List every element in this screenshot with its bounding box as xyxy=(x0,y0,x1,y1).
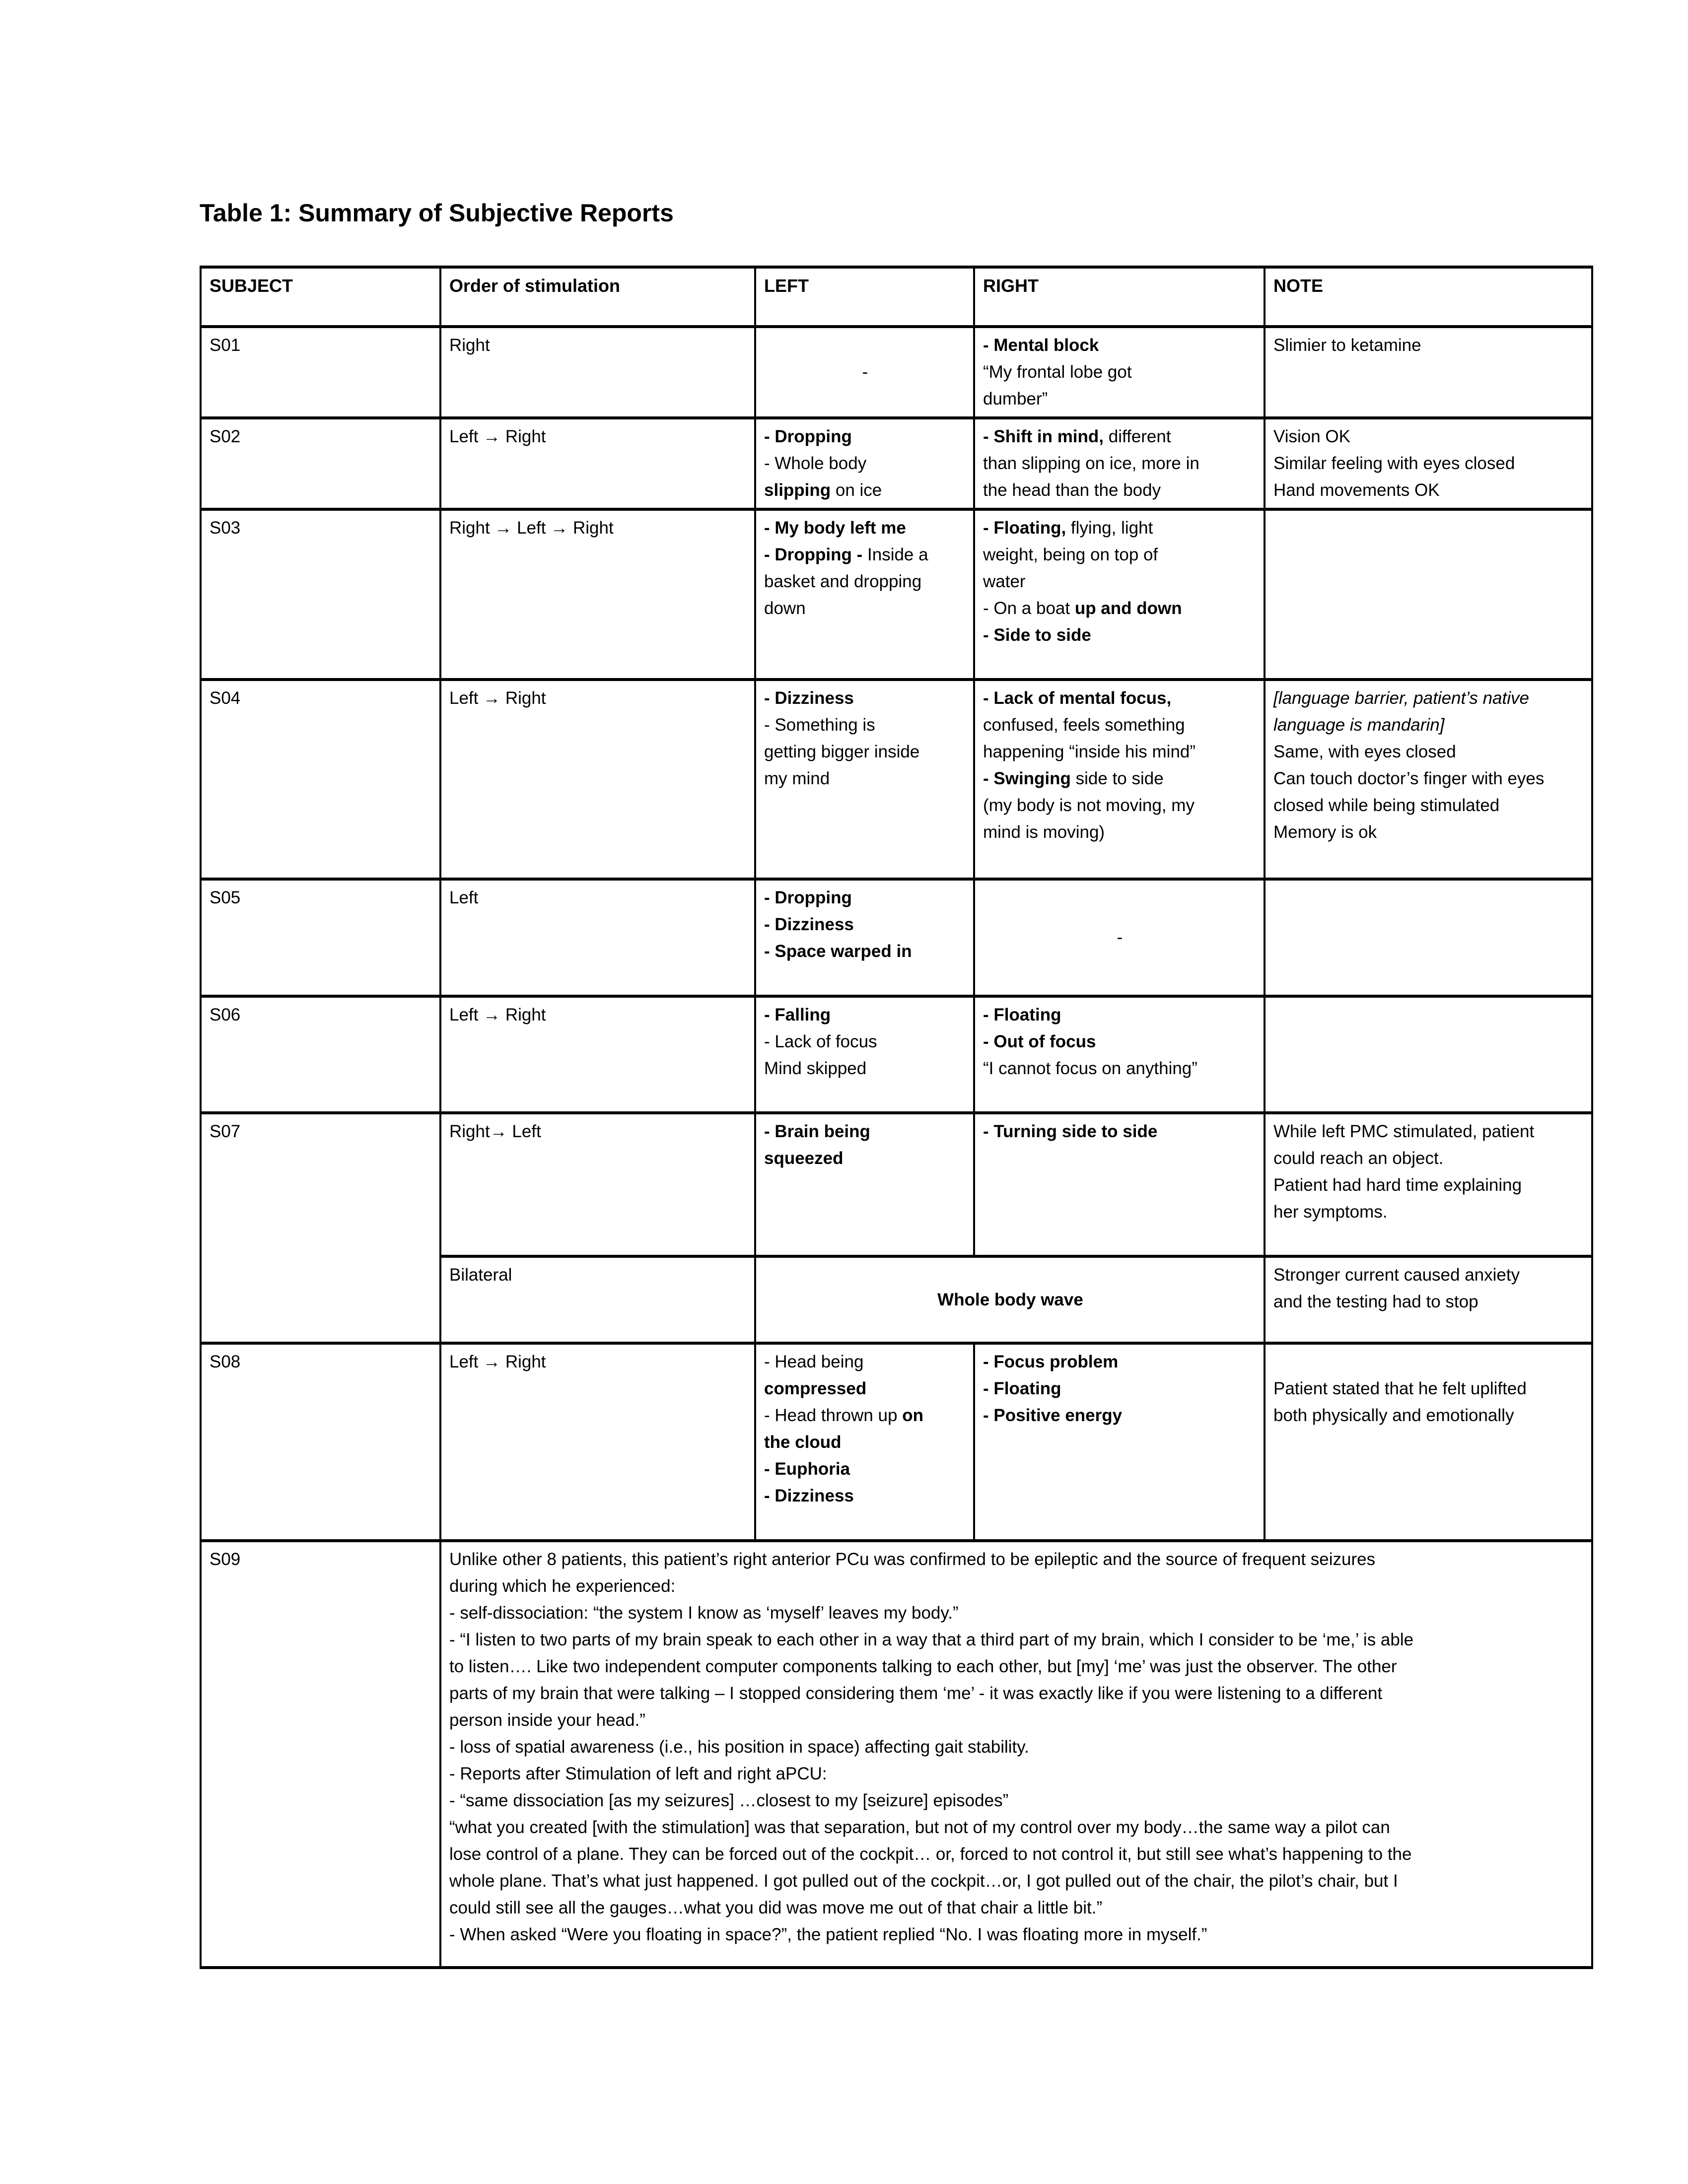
text-run: the head than the body xyxy=(983,480,1161,500)
text-run: S07 xyxy=(210,1122,241,1141)
cell-S06-note xyxy=(1265,996,1592,1113)
text-run: - Swinging xyxy=(983,769,1071,788)
table-row-S04 xyxy=(201,680,1592,879)
text-line xyxy=(449,1814,1584,1841)
cell-S04-note xyxy=(1265,680,1592,879)
cell-S03-left xyxy=(755,509,974,680)
text-run: - self-dissociation: “the system I know as ‘myself’ leaves my body.” xyxy=(449,1603,959,1623)
text-run: flying, light xyxy=(1066,518,1153,538)
text-run: Left → Right xyxy=(449,1005,546,1024)
table-row-S01 xyxy=(201,327,1592,418)
text-run: Can touch doctor’s finger with eyes xyxy=(1273,769,1545,788)
text-line xyxy=(764,885,966,911)
text-run: - When asked “Were you floating in space?”, the patient replied “No. I was floating more in myself.” xyxy=(449,1925,1207,1944)
text-run: - Mental block xyxy=(983,336,1099,355)
text-line xyxy=(764,739,966,765)
text-line xyxy=(764,1118,966,1145)
text-run: getting bigger inside xyxy=(764,742,920,761)
text-line xyxy=(983,1002,1257,1028)
text-line xyxy=(449,1761,1584,1787)
cell-S05-order xyxy=(440,879,755,996)
text-run: - Turning side to side xyxy=(983,1122,1158,1141)
text-run: on xyxy=(902,1406,923,1425)
column-header-note: NOTE xyxy=(1265,267,1592,327)
cell-S05-left xyxy=(755,879,974,996)
text-run: S05 xyxy=(210,888,241,907)
text-run: S06 xyxy=(210,1005,241,1024)
column-header-right: RIGHT xyxy=(974,267,1265,327)
text-run: - Head being xyxy=(764,1352,864,1371)
text-run: (my body is not moving, my xyxy=(983,796,1195,815)
text-line xyxy=(210,515,432,542)
table-row-S02 xyxy=(201,418,1592,509)
cell-S04-left xyxy=(755,680,974,879)
text-run: compressed xyxy=(764,1379,867,1398)
text-line xyxy=(449,1734,1584,1761)
column-header-left: LEFT xyxy=(755,267,974,327)
text-run: - Out of focus xyxy=(983,1032,1096,1051)
text-run: [language barrier, patient’s native xyxy=(1273,688,1529,708)
text-line xyxy=(210,1118,432,1145)
text-line xyxy=(764,765,966,792)
text-line xyxy=(210,1002,432,1028)
cell-S02-left xyxy=(755,418,974,509)
text-run: dumber” xyxy=(983,389,1048,409)
text-run: different xyxy=(1104,427,1171,446)
text-run: - Reports after Stimulation of left and right aPCU: xyxy=(449,1764,827,1783)
cell-S06-order xyxy=(440,996,755,1113)
text-line xyxy=(983,1028,1257,1055)
text-line xyxy=(449,1895,1584,1921)
text-line xyxy=(449,885,747,911)
text-run: Stronger current caused anxiety xyxy=(1273,1265,1520,1285)
table-row-S07a xyxy=(201,1113,1592,1256)
cell-S05-note xyxy=(1265,879,1592,996)
text-line xyxy=(449,332,747,359)
text-run: Left xyxy=(449,888,479,907)
text-run: Patient stated that he felt uplifted xyxy=(1273,1379,1527,1398)
text-line xyxy=(449,1653,1584,1680)
text-run: Slimier to ketamine xyxy=(1273,336,1421,355)
text-line xyxy=(764,1375,966,1402)
text-line xyxy=(449,1262,747,1289)
text-line xyxy=(764,911,966,938)
text-line xyxy=(983,477,1257,504)
text-run: Similar feeling with eyes closed xyxy=(1273,454,1515,473)
table-row-S03 xyxy=(201,509,1592,680)
cell-S03-subject xyxy=(201,509,440,680)
text-line xyxy=(1273,792,1584,819)
text-line xyxy=(764,515,966,542)
cell-S07a-right xyxy=(974,1113,1265,1256)
text-line xyxy=(1273,1289,1584,1315)
text-line xyxy=(764,542,966,568)
text-line xyxy=(449,1707,1584,1734)
text-line xyxy=(1273,685,1584,712)
table-row-S09 xyxy=(201,1541,1592,1968)
cell-S03-order xyxy=(440,509,755,680)
table-header xyxy=(201,267,1592,327)
cell-S02-right xyxy=(974,418,1265,509)
text-run: lose control of a plane. They can be forced out of the cockpit… or, forced to not control it, but still see what’s happening to the xyxy=(449,1844,1412,1864)
text-line xyxy=(1273,1375,1584,1402)
cell-S07b-order xyxy=(440,1256,755,1343)
text-run: the cloud xyxy=(764,1433,842,1452)
text-line xyxy=(983,359,1257,386)
text-run: and the testing had to stop xyxy=(1273,1292,1478,1311)
text-run: - Whole body xyxy=(764,454,867,473)
text-run: - Space warped in xyxy=(764,942,912,961)
text-line xyxy=(210,1349,432,1375)
text-line xyxy=(764,477,966,504)
text-run: could reach an object. xyxy=(1273,1149,1444,1168)
text-line xyxy=(764,1002,966,1028)
text-run: - Shift in mind, xyxy=(983,427,1104,446)
text-line xyxy=(449,1841,1584,1868)
text-run: Whole body wave xyxy=(937,1290,1083,1309)
text-run: - Dropping - xyxy=(764,545,863,564)
text-run: than slipping on ice, more in xyxy=(983,454,1199,473)
cell-S07a-note xyxy=(1265,1113,1592,1256)
cell-S08-note xyxy=(1265,1343,1592,1541)
text-line xyxy=(449,1600,1584,1627)
cell-S06-right xyxy=(974,996,1265,1113)
text-line xyxy=(983,1375,1257,1402)
text-line xyxy=(1273,819,1584,846)
text-line xyxy=(449,1118,747,1145)
text-run: - Brain being xyxy=(764,1122,870,1141)
table-body xyxy=(201,327,1592,1968)
text-line xyxy=(449,1002,747,1028)
text-line xyxy=(764,1145,966,1172)
text-line xyxy=(764,1055,966,1082)
text-run: Patient had hard time explaining xyxy=(1273,1175,1522,1195)
text-line xyxy=(449,423,747,450)
text-line xyxy=(1273,1118,1584,1145)
text-line xyxy=(1273,423,1584,450)
text-run: - loss of spatial awareness (i.e., his position in space) affecting gait stability. xyxy=(449,1737,1029,1757)
text-run: could still see all the gauges…what you did was move me out of that chair a little bit.” xyxy=(449,1898,1103,1917)
text-run: - Head thrown up xyxy=(764,1406,903,1425)
text-run: S04 xyxy=(210,688,241,708)
text-run: - My body left me xyxy=(764,518,906,538)
text-line xyxy=(983,1118,1257,1145)
text-line xyxy=(764,1456,966,1483)
text-run: - Dropping xyxy=(764,888,852,907)
text-line xyxy=(983,1349,1257,1375)
text-run: S02 xyxy=(210,427,241,446)
text-run: - xyxy=(1117,928,1123,947)
text-run: Hand movements OK xyxy=(1273,480,1440,500)
text-run: happening “inside his mind” xyxy=(983,742,1196,761)
text-line xyxy=(449,1627,1584,1653)
text-run: Left → Right xyxy=(449,688,546,708)
cell-S02-note xyxy=(1265,418,1592,509)
text-line xyxy=(449,1349,747,1375)
text-run: Inside a xyxy=(862,545,928,564)
text-run: basket and dropping xyxy=(764,572,922,591)
text-run: - Floating xyxy=(983,1379,1061,1398)
column-header-order-of-stimulation: Order of stimulation xyxy=(440,267,755,327)
text-run: - Side to side xyxy=(983,625,1091,645)
text-run: Left → Right xyxy=(449,1352,546,1371)
text-line xyxy=(1273,477,1584,504)
text-line xyxy=(983,1055,1257,1082)
cell-S02-subject xyxy=(201,418,440,509)
cell-S03-note xyxy=(1265,509,1592,680)
cell-S01-left xyxy=(755,327,974,418)
cell-S04-subject xyxy=(201,680,440,879)
text-line xyxy=(983,685,1257,712)
text-line xyxy=(1273,765,1584,792)
text-line xyxy=(983,1402,1257,1429)
text-run: Right → Left → Right xyxy=(449,518,614,538)
cell-S08-order xyxy=(440,1343,755,1541)
text-line xyxy=(764,1287,1257,1313)
cell-S04-right xyxy=(974,680,1265,879)
cell-S07b-merged-left-right xyxy=(755,1256,1265,1343)
text-run: parts of my brain that were talking – I stopped considering them ‘me’ - it was exactly like if you were listening to a different xyxy=(449,1684,1383,1703)
text-line xyxy=(449,1921,1584,1948)
text-line xyxy=(1273,712,1584,739)
cell-S07a-subject xyxy=(201,1113,440,1343)
text-run: “what you created [with the stimulation] was that separation, but not of my control over my body…the same way a pilot can xyxy=(449,1818,1390,1837)
text-run: confused, feels something xyxy=(983,715,1185,735)
text-run: - Euphoria xyxy=(764,1459,850,1479)
text-line xyxy=(449,1787,1584,1814)
text-line xyxy=(983,568,1257,595)
text-run: While left PMC stimulated, patient xyxy=(1273,1122,1535,1141)
text-line xyxy=(764,595,966,622)
text-line xyxy=(210,885,432,911)
text-line xyxy=(983,450,1257,477)
cell-S07a-order xyxy=(440,1113,755,1256)
text-line xyxy=(764,1349,966,1375)
text-line xyxy=(764,712,966,739)
header-row xyxy=(201,267,1592,327)
text-run: - Dizziness xyxy=(764,688,854,708)
text-line xyxy=(983,712,1257,739)
cell-S05-right xyxy=(974,879,1265,996)
text-run: Left → Right xyxy=(449,427,546,446)
text-line xyxy=(764,359,966,386)
text-line xyxy=(764,1028,966,1055)
text-run: squeezed xyxy=(764,1149,844,1168)
text-run: - Something is xyxy=(764,715,875,735)
text-line xyxy=(983,332,1257,359)
text-run: - Lack of focus xyxy=(764,1032,877,1051)
column-header-subject: SUBJECT xyxy=(201,267,440,327)
text-run: to listen…. Like two independent computer components talking to each other, but [my] ‘me’ was just the observer. The other xyxy=(449,1657,1397,1676)
cell-S01-subject xyxy=(201,327,440,418)
text-run: person inside your head.” xyxy=(449,1710,645,1730)
text-run: on ice xyxy=(831,480,882,500)
text-run: Bilateral xyxy=(449,1265,512,1285)
text-run: closed while being stimulated xyxy=(1273,796,1500,815)
text-run: weight, being on top of xyxy=(983,545,1158,564)
table-row-S08 xyxy=(201,1343,1592,1541)
text-run: up and down xyxy=(1074,599,1182,618)
text-run: Right→ Left xyxy=(449,1122,541,1141)
text-line xyxy=(983,792,1257,819)
text-line xyxy=(983,542,1257,568)
text-line xyxy=(449,685,747,712)
text-run: “My frontal lobe got xyxy=(983,362,1132,382)
text-line xyxy=(1273,1199,1584,1226)
text-line xyxy=(764,938,966,965)
text-run: both physically and emotionally xyxy=(1273,1406,1514,1425)
text-line xyxy=(983,765,1257,792)
text-line xyxy=(1273,1402,1584,1429)
text-line xyxy=(449,1868,1584,1895)
cell-S08-right xyxy=(974,1343,1265,1541)
text-run: S01 xyxy=(210,336,241,355)
text-run: my mind xyxy=(764,769,830,788)
text-run: - Floating xyxy=(983,1005,1061,1024)
text-line xyxy=(210,1546,432,1573)
text-line xyxy=(1273,332,1584,359)
text-run: Right xyxy=(449,336,490,355)
text-run: down xyxy=(764,599,806,618)
cell-S06-left xyxy=(755,996,974,1113)
text-line xyxy=(983,595,1257,622)
cell-S01-note xyxy=(1265,327,1592,418)
table-row-S06 xyxy=(201,996,1592,1113)
text-run: - “I listen to two parts of my brain speak to each other in a way that a third part of my brain, which I consider to be ‘me,’ is able xyxy=(449,1630,1414,1649)
text-run: language is mandarin] xyxy=(1273,715,1445,735)
text-run: Mind skipped xyxy=(764,1059,867,1078)
cell-S08-left xyxy=(755,1343,974,1541)
cell-S03-right xyxy=(974,509,1265,680)
text-line xyxy=(210,332,432,359)
cell-S07a-left xyxy=(755,1113,974,1256)
text-run: water xyxy=(983,572,1026,591)
text-line xyxy=(449,1680,1584,1707)
text-line xyxy=(764,685,966,712)
text-run: during which he experienced: xyxy=(449,1576,676,1596)
text-run: Same, with eyes closed xyxy=(1273,742,1456,761)
cell-S01-order xyxy=(440,327,755,418)
text-line xyxy=(764,568,966,595)
text-line xyxy=(983,924,1257,951)
text-run: - Floating, xyxy=(983,518,1066,538)
text-run: S08 xyxy=(210,1352,241,1371)
text-line xyxy=(764,1483,966,1509)
cell-S09-subject xyxy=(201,1541,440,1968)
text-line xyxy=(1273,1172,1584,1199)
cell-S08-subject xyxy=(201,1343,440,1541)
table-title: Table 1: Summary of Subjective Reports xyxy=(200,199,674,227)
table-row-S05 xyxy=(201,879,1592,996)
cell-S02-order xyxy=(440,418,755,509)
text-line xyxy=(983,423,1257,450)
text-run: - Positive energy xyxy=(983,1406,1123,1425)
text-line xyxy=(983,386,1257,412)
text-run: S09 xyxy=(210,1550,241,1569)
text-line xyxy=(1273,450,1584,477)
cell-S09-merged-report xyxy=(440,1541,1592,1968)
cell-S06-subject xyxy=(201,996,440,1113)
text-run: slipping xyxy=(764,480,831,500)
text-line xyxy=(1273,739,1584,765)
text-line xyxy=(449,1546,1584,1573)
text-run: “I cannot focus on anything” xyxy=(983,1059,1197,1078)
text-line xyxy=(764,423,966,450)
text-run: - “same dissociation [as my seizures] …closest to my [seizure] episodes” xyxy=(449,1791,1009,1810)
text-run: - Lack of mental focus, xyxy=(983,688,1172,708)
text-run: Unlike other 8 patients, this patient’s right anterior PCu was confirmed to be epileptic and the source of frequent seizures xyxy=(449,1550,1376,1569)
cell-S05-subject xyxy=(201,879,440,996)
text-run: mind is moving) xyxy=(983,822,1105,842)
text-line xyxy=(983,739,1257,765)
text-run: - xyxy=(862,362,868,382)
cell-S04-order xyxy=(440,680,755,879)
text-run: - Dizziness xyxy=(764,1486,854,1505)
text-run: - On a boat xyxy=(983,599,1075,618)
text-line xyxy=(983,622,1257,649)
text-run: side to side xyxy=(1070,769,1164,788)
text-line xyxy=(764,1429,966,1456)
text-run: Memory is ok xyxy=(1273,822,1377,842)
text-run: - Dropping xyxy=(764,427,852,446)
cell-S01-right xyxy=(974,327,1265,418)
text-line xyxy=(210,423,432,450)
text-line xyxy=(449,515,747,542)
text-line xyxy=(764,450,966,477)
text-run: S03 xyxy=(210,518,241,538)
subjective-reports-table xyxy=(200,266,1593,1969)
text-line xyxy=(1273,1349,1584,1375)
text-run: Vision OK xyxy=(1273,427,1350,446)
text-line xyxy=(764,1402,966,1429)
text-run: - Dizziness xyxy=(764,915,854,934)
text-run: - Focus problem xyxy=(983,1352,1119,1371)
text-line xyxy=(983,819,1257,846)
text-line xyxy=(210,685,432,712)
text-line xyxy=(1273,1145,1584,1172)
text-run: - Falling xyxy=(764,1005,831,1024)
cell-S07b-note xyxy=(1265,1256,1592,1343)
text-line xyxy=(1273,1262,1584,1289)
text-run: her symptoms. xyxy=(1273,1202,1388,1222)
text-line xyxy=(983,515,1257,542)
text-line xyxy=(449,1573,1584,1600)
text-run: whole plane. That’s what just happened. I got pulled out of the cockpit…or, I got pulled out of the chair, the pilot’s chair, but I xyxy=(449,1871,1398,1891)
